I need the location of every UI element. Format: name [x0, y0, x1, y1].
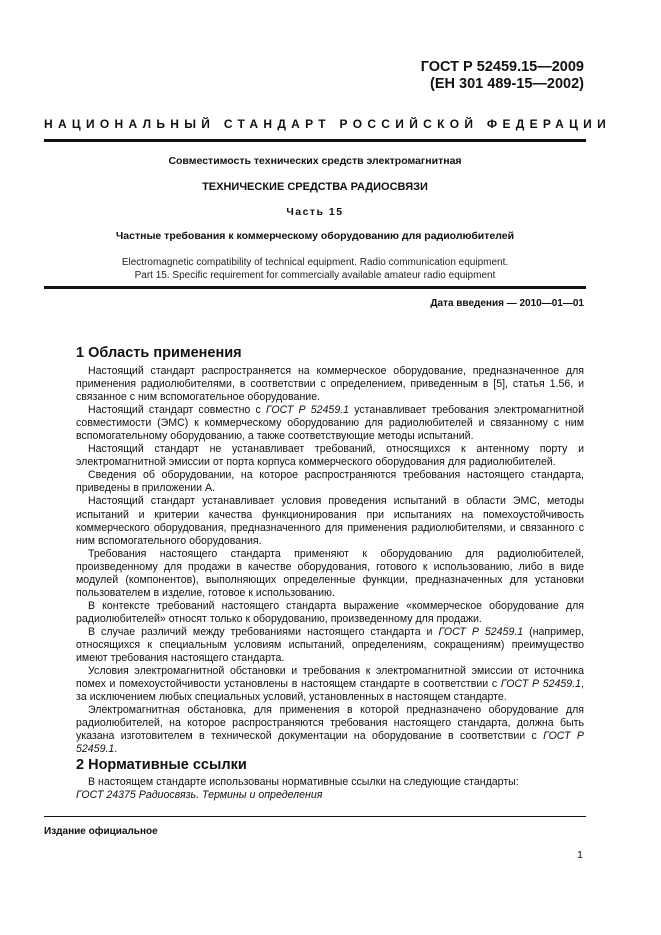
paragraph: Настоящий стандарт не устанавливает требований, относящихся к антенному порту и электромагнитной эмиссии от порта корпуса коммерческого оборудования для радиолюбителей.: [76, 443, 584, 469]
national-standard-heading: НАЦИОНАЛЬНЫЙ СТАНДАРТ РОССИЙСКОЙ ФЕДЕРАЦИИ: [44, 117, 612, 131]
part-label: Часть 15: [286, 206, 344, 218]
title-line-2: ТЕХНИЧЕСКИЕ СРЕДСТВА РАДИОСВЯЗИ: [202, 181, 428, 193]
section-2-body: [76, 776, 584, 802]
standard-reference: ГОСТ 24375 Радиосвязь. Термины и определения: [76, 789, 323, 802]
subtitle: Частные требования к коммерческому оборудованию для радиолюбителей: [115, 230, 515, 242]
paragraph: Сведения об оборудовании, на которое распространяются требования настоящего стандарта, приведены в приложении А.: [76, 469, 584, 495]
english-title-line-1: Electromagnetic compatibility of technical equipment. Radio communication equipment.: [121, 257, 509, 268]
title-rule: [44, 286, 586, 289]
paragraph: Настоящий стандарт распространяется на коммерческое оборудование, предназначенное для применения радиолюбителями, в соответствии с определением, приведенным в [5], статья 1.56, и связанное с ним вспомогательное оборудование.: [76, 365, 584, 404]
paragraph: В случае различий между требованиями настоящего стандарта и ГОСТ Р 52459.1 (например, относящихся к специальным условиям испытаний, определениям, сокращениям) преимущество имеют требования настоящего стандарта.: [76, 625, 584, 665]
header-rule: [44, 139, 586, 142]
paragraph: Настоящий стандарт устанавливает условия проведения испытаний в области ЭМС, методы испытаний и критерии качества функционирования при испытаниях на помехоустойчивость коммерческого оборудования, предназначенного для применения радиолюбителями, и связанного с ним вспомогательного оборудования.: [76, 495, 584, 547]
paragraph: Настоящий стандарт совместно с ГОСТ Р 52459.1 устанавливает требования электромагнитной совместимости (ЭМС) к коммерческому оборудованию для радиолюбителей и связанному с ним вспомогательному оборудованию, а также соответствующие методы испытаний.: [76, 404, 584, 443]
standard-reference: ГОСТ Р 52459.1: [438, 625, 524, 638]
section-2-title: 2 Нормативные ссылки: [76, 757, 247, 773]
standard-code: ГОСТ Р 52459.15—2009: [420, 59, 584, 75]
standard-code-block: [421, 59, 584, 93]
standard-reference: ГОСТ Р 52459.1: [500, 678, 582, 691]
paragraph: Условия электромагнитной обстановки и требования к электромагнитной эмиссии от источника помех и помехоустойчивости установлены в настоящем стандарте в соответствии с ГОСТ Р 52459.1, за исключением любых специальных условий, установленных в настоящем стандарте.: [76, 665, 584, 704]
paragraph: В настоящем стандарте использованы нормативные ссылки на следующие стандарты:: [88, 776, 519, 788]
section-1-body: [76, 365, 584, 756]
page-number: 1: [577, 849, 583, 861]
paragraph: Требования настоящего стандарта применяют к оборудованию для радиолюбителей, произведенному для продажи в качестве оборудования, готового к использованию, либо в виде модулей (компонентов), выполняющих определенные функции, предназначенных для установки пользователем в изделие, готовое к использованию.: [76, 547, 584, 599]
english-title: [44, 256, 586, 282]
title-line-1: Совместимость технических средств электромагнитная: [168, 155, 462, 167]
english-title-line-2: Part 15. Specific requirement for commercially available amateur radio equipment: [134, 270, 496, 281]
section-1-title: 1 Область применения: [76, 345, 242, 361]
footer-rule: [44, 816, 586, 817]
paragraph: В контексте требований настоящего стандарта выражение «коммерческое оборудование для радиолюбителей» относят только к оборудованию, произведенному для продажи.: [76, 599, 584, 625]
standard-reference: ГОСТ Р 52459.1: [76, 730, 584, 756]
paragraph: Электромагнитная обстановка, для применения в которой предназначено оборудование для радиолюбителей, на которое распространяются требования настоящего стандарта, должна быть указана изготовителем в технической документации на оборудование в соответствии с ГОСТ Р 52459.1.: [76, 704, 584, 756]
standard-code-en: (ЕН 301 489-15—2002): [430, 76, 584, 92]
official-edition-label: Издание официальное: [44, 826, 158, 837]
introduction-date: Дата введения — 2010—01—01: [430, 298, 584, 309]
standard-reference: ГОСТ Р 52459.1: [265, 404, 350, 417]
